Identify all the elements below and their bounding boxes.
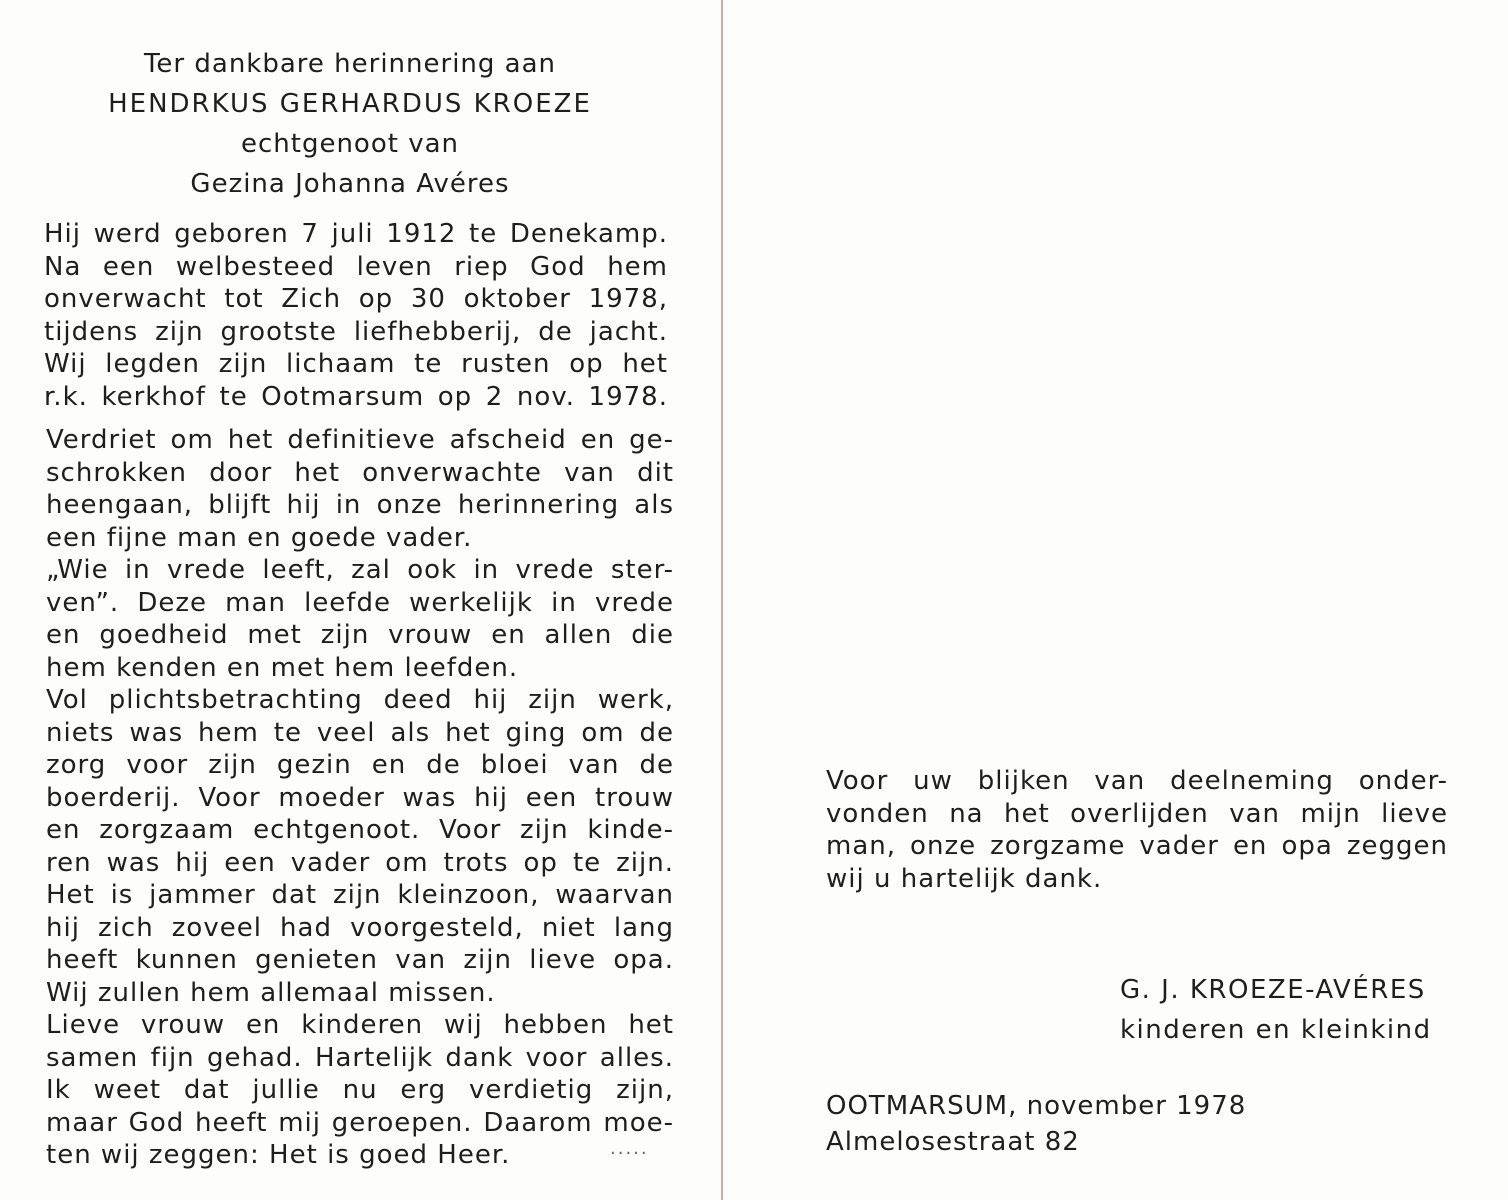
text-line: en goedheid met zijn vrouw en allen die — [46, 620, 674, 650]
text-line: ren was hij een vader om trots op te zijn. — [46, 847, 674, 878]
closing-dots: ..... — [610, 1138, 649, 1159]
text-line: ven”. Deze man leefde werkelijk in vrede — [46, 587, 674, 618]
text-line: Ik weet dat jullie nu erg verdietig zijn, — [46, 1075, 674, 1105]
address: Almelosestraat 82 — [826, 1127, 1080, 1157]
text-line: r.k. kerkhof te Ootmarsum op 2 nov. 1978. — [44, 381, 668, 412]
signer-name: G. J. KROEZE-AVÉRES — [1120, 975, 1426, 1005]
spouse-name: Gezina Johanna Avéres — [190, 169, 510, 199]
text-line: boerderij. Voor moeder was hij een trouw — [46, 782, 674, 813]
text-line: tijdens zijn grootste liefhebberij, de jacht. — [44, 316, 668, 347]
text-line: Het is jammer dat zijn kleinzoon, waarvan — [46, 880, 674, 910]
text-line: maar God heeft mij geroepen. Daarom moe- — [46, 1107, 674, 1138]
memorial-header — [44, 44, 676, 204]
text-line: ten wij zeggen: Het is goed Heer. — [46, 1140, 511, 1170]
text-line: „Wie in vrede leeft, zal ook in vrede ster- — [46, 555, 674, 585]
card-fold-line — [721, 0, 723, 1200]
spouse-intro: echtgenoot van — [240, 129, 459, 159]
city-date: OOTMARSUM, november 1978 — [826, 1091, 1247, 1121]
text-line: Hij werd geboren 7 juli 1912 te Denekamp. — [44, 219, 668, 249]
remembrance-paragraph — [46, 424, 674, 1172]
signer-family: kinderen en kleinkind — [1120, 1015, 1432, 1045]
text-line: man, onze zorgzame vader en opa zeggen — [826, 831, 1448, 861]
biography-paragraph — [44, 218, 668, 413]
text-line: Voor uw blijken van deelneming onder- — [826, 766, 1448, 796]
text-line: Lieve vrouw en kinderen wij hebben het — [46, 1010, 674, 1040]
text-line: heengaan, blijft hij in onze herinnering als — [46, 490, 674, 520]
text-line: heeft kunnen genieten van zijn lieve opa. — [46, 945, 674, 975]
text-line: een fijne man en goede vader. — [46, 522, 473, 553]
text-line: schrokken door het onverwachte van dit — [46, 457, 674, 488]
place-block — [826, 1088, 1246, 1160]
text-line: onverwacht tot Zich op 30 oktober 1978, — [44, 284, 668, 314]
text-line: wij u hartelijk dank. — [826, 863, 1103, 894]
text-line: hij zich zoveel had voorgesteld, niet lang — [46, 912, 674, 943]
text-line: samen fijn gehad. Hartelijk dank voor alles. — [46, 1042, 674, 1073]
text-line: Na een welbesteed leven riep God hem — [44, 251, 668, 282]
text-line: Verdriet om het definitieve afscheid en ge- — [46, 425, 674, 455]
text-line: en zorgzaam echtgenoot. Voor zijn kinde- — [46, 815, 674, 845]
signature-block — [1120, 970, 1432, 1050]
text-line: Wij legden zijn lichaam te rusten op het — [44, 349, 668, 379]
text-line: zorg voor zijn gezin en de bloei van de — [46, 750, 674, 780]
dedication-line: Ter dankbare herinnering aan — [143, 49, 557, 79]
thanks-paragraph — [826, 765, 1448, 895]
text-line: hem kenden en met hem leefden. — [46, 652, 519, 683]
text-line: Vol plichtsbetrachting deed hij zijn werk, — [46, 685, 674, 715]
deceased-name: HENDRKUS GERHARDUS KROEZE — [108, 89, 592, 119]
text-line: Wij zullen hem allemaal missen. — [46, 977, 496, 1008]
text-line: niets was hem te veel als het ging om de — [46, 717, 674, 748]
text-line: vonden na het overlijden van mijn lieve — [826, 798, 1448, 829]
